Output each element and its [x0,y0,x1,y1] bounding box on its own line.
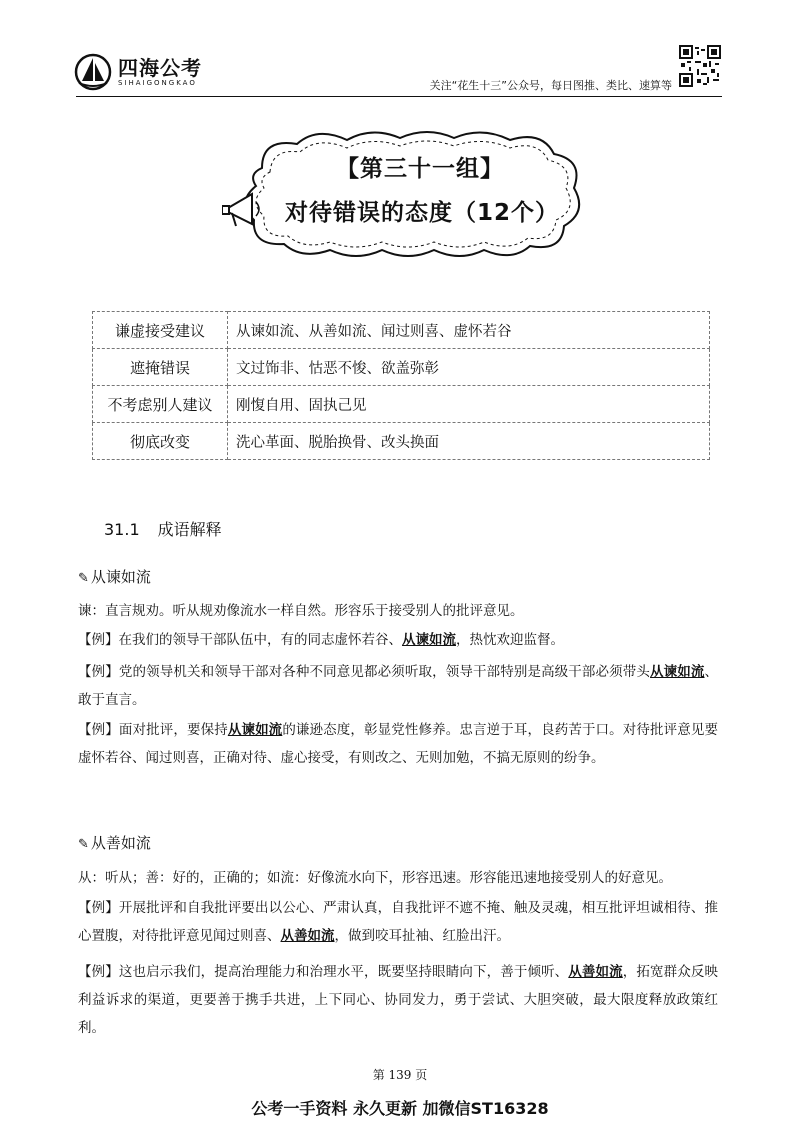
table-value: 文过饰非、怙恶不悛、欲盖弥彰 [228,349,710,386]
entry-heading-text: 从善如流 [90,834,151,852]
example-paragraph: 【例】面对批评，要保持从谏如流的谦逊态度，彰显党性修养。忠言逆于耳，良药苦于口。对待批评意见要虚怀若谷、闻过则喜，正确对待、虚心接受，有则改之、无则加勉，不搞无原则的纷争。 [78,722,719,766]
entry-heading-text: 从谏如流 [90,568,151,586]
entry-definition: 从：听从；善：好的，正确的；如流：好像流水向下，形容迅速。形容能迅速地接受别人的好意见。 [78,870,672,886]
table-row [93,386,710,423]
logo-main-text: 四海公考 [118,55,202,80]
table-row [93,312,710,349]
sailboat-logo-icon [74,53,112,91]
table-key: 遮掩错误 [93,349,228,386]
pencil-icon: ✎ [78,571,89,586]
pencil-icon: ✎ [78,837,89,852]
highlight-idiom: 从谏如流 [402,632,456,648]
example-paragraph: 【例】党的领导机关和领导干部对各种不同意见都必须听取，领导干部特别是高级干部必须带头从谏如流、敢于直言。 [78,664,719,708]
page-number: 第 139 页 [372,1068,428,1082]
entry-heading [78,832,151,853]
header-note: 关注“花生十三”公众号，每日图推、类比、速算等 [429,79,672,92]
table-key: 不考虑别人建议 [93,386,228,423]
example-paragraph: 【例】在我们的领导干部队伍中，有的同志虚怀若谷、从谏如流，热忱欢迎监督。 [78,632,564,648]
section-heading [104,517,222,540]
table-key: 彻底改变 [93,423,228,460]
table-value: 从谏如流、从善如流、闻过则喜、虚怀若谷 [228,312,710,349]
section-title: 成语解释 [157,520,222,539]
group-title: 【第三十一组】 [336,156,504,182]
logo-sub-text: SIHAIGONGKAO [118,78,197,87]
section-number: 31.1 [104,520,140,539]
header-divider [76,96,722,97]
table-row [93,423,710,460]
example-paragraph: 【例】这也启示我们，提高治理能力和治理水平，既要坚持眼睛向下，善于倾听、从善如流，拓宽群众反映利益诉求的渠道，更要善于携手共进，上下同心、协同发力，勇于尝试、大胆突破，最大限度释放政策红利。 [78,964,719,1036]
group-subtitle: 对待错误的态度（12个） [284,200,559,226]
table-row [93,349,710,386]
qr-code-icon [679,45,721,87]
table-value: 刚愎自用、固执己见 [228,386,710,423]
example-paragraph: 【例】开展批评和自我批评要出以公心、严肃认真，自我批评不遮不掩、触及灵魂，相互批评坦诚相待、推心置腹，对待批评意见闻过则喜、从善如流，做到咬耳扯袖、红脸出汗。 [78,900,718,944]
entry-definition: 谏：直言规劝。听从规劝像流水一样自然。形容乐于接受别人的批评意见。 [78,603,524,619]
footer-banner: 公考一手资料 永久更新 加微信ST16328 [251,1099,549,1118]
highlight-idiom: 从善如流 [280,928,335,944]
entry-heading [78,566,151,587]
brand-logo [74,50,234,94]
highlight-idiom: 从善如流 [568,964,623,980]
category-table [92,311,710,460]
table-value: 洗心革面、脱胎换骨、改头换面 [228,423,710,460]
table-key: 谦虚接受建议 [93,312,228,349]
highlight-idiom: 从谏如流 [650,664,705,680]
highlight-idiom: 从谏如流 [227,722,283,738]
